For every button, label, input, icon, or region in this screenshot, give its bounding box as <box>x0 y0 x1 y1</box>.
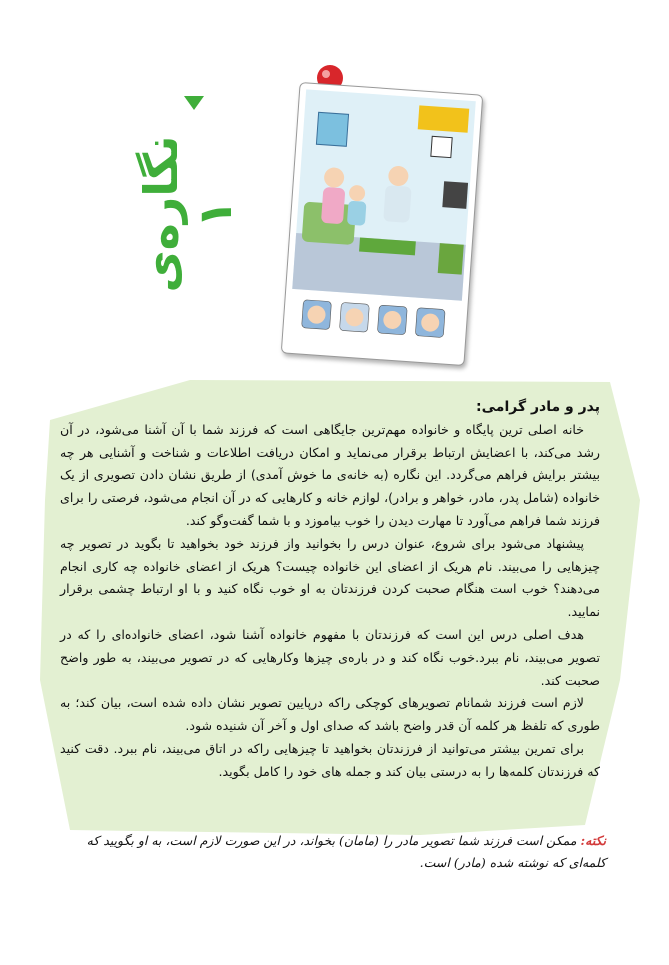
guide-paragraph: هدف اصلی درس این است که فرزندتان با مفهوم خانواده آشنا شود، اعضای خانواده‌ای را که در تصویر می‌بیند، نام ببرد.خوب نگاه کند و در باره‌ی چیزها وکارهایی که در تصویر می‌بیند، به طور واضح صحبت کند. <box>60 626 600 688</box>
note <box>86 830 606 874</box>
note-label: نکته: <box>580 833 606 848</box>
guide-heading: پدر و مادر گرامی: <box>476 399 600 415</box>
lesson-title-text: نگاره‌ی ۱ <box>134 135 242 293</box>
guide-paragraph: برای تمرین بیشتر می‌توانید از فرزندتان بخواهید تا چیزهایی راکه در اتاق می‌بیند، نام ببرد. دقت کنید که فرزندتان کلمه‌ها را به درستی بیان کند و جمله های خود را کامل بگوید. <box>60 740 600 779</box>
title-marker-icon <box>184 96 204 110</box>
parent-guide <box>60 396 600 784</box>
lesson-card-image <box>281 82 484 366</box>
guide-paragraph: خانه اصلی ترین پایگاه و خانواده مهم‌ترین جایگاهی است که فرزند شما با آن آشنا می‌شود، در آن رشد می‌کند، با اعضایش ارتباط برقرار می‌نماید و امکان دریافت اطلاعات و شناخت و آشنایی هر چه بیشتر برایش فراهم می‌گردد. این نگاره (به خانه‌ی ما خوش آمدی) از طریق نشان دادن تصویری از یک خانواده (شامل پدر، مادر، خواهر و برادر)، لوازم خانه و کارهایی که در آن انجام می‌شود، فرصتی را برای فرزند شما فراهم می‌آورد تا مهارت دیدن را خوب بیاموزد و با شما گفت‌وگو کند. <box>60 421 600 528</box>
guide-paragraph: پیشنهاد می‌شود برای شروع، عنوان درس را بخوانید واز فرزند خود بخواهید تا بگوید در تصویر چه چیزهایی را می‌بیند. نام هریک از اعضای این خانواده چیست؟ هریک از اعضای خانواده چه کاری انجام می‌دهند؟ خوب است هنگام صحبت کردن فرزندتان به او خوب نگاه کنید و با او ارتباط چشمی برقرار نمایید. <box>60 535 600 620</box>
lesson-title <box>134 90 242 293</box>
note-text: ممکن است فرزند شما تصویر مادر را (مامان) بخواند، در این صورت لازم است، به او بگویید که کلمه‌ای که نوشته شده (مادر) است. <box>86 833 606 870</box>
guide-paragraph: لازم است فرزند شمانام تصویرهای کوچکی راکه درپایین تصویر نشان داده شده است، بیان کند؛ به طوری که تلفظ هر کلمه آن قدر واضح باشد که صدای اول و آخر آن شنیده شود. <box>60 695 600 734</box>
